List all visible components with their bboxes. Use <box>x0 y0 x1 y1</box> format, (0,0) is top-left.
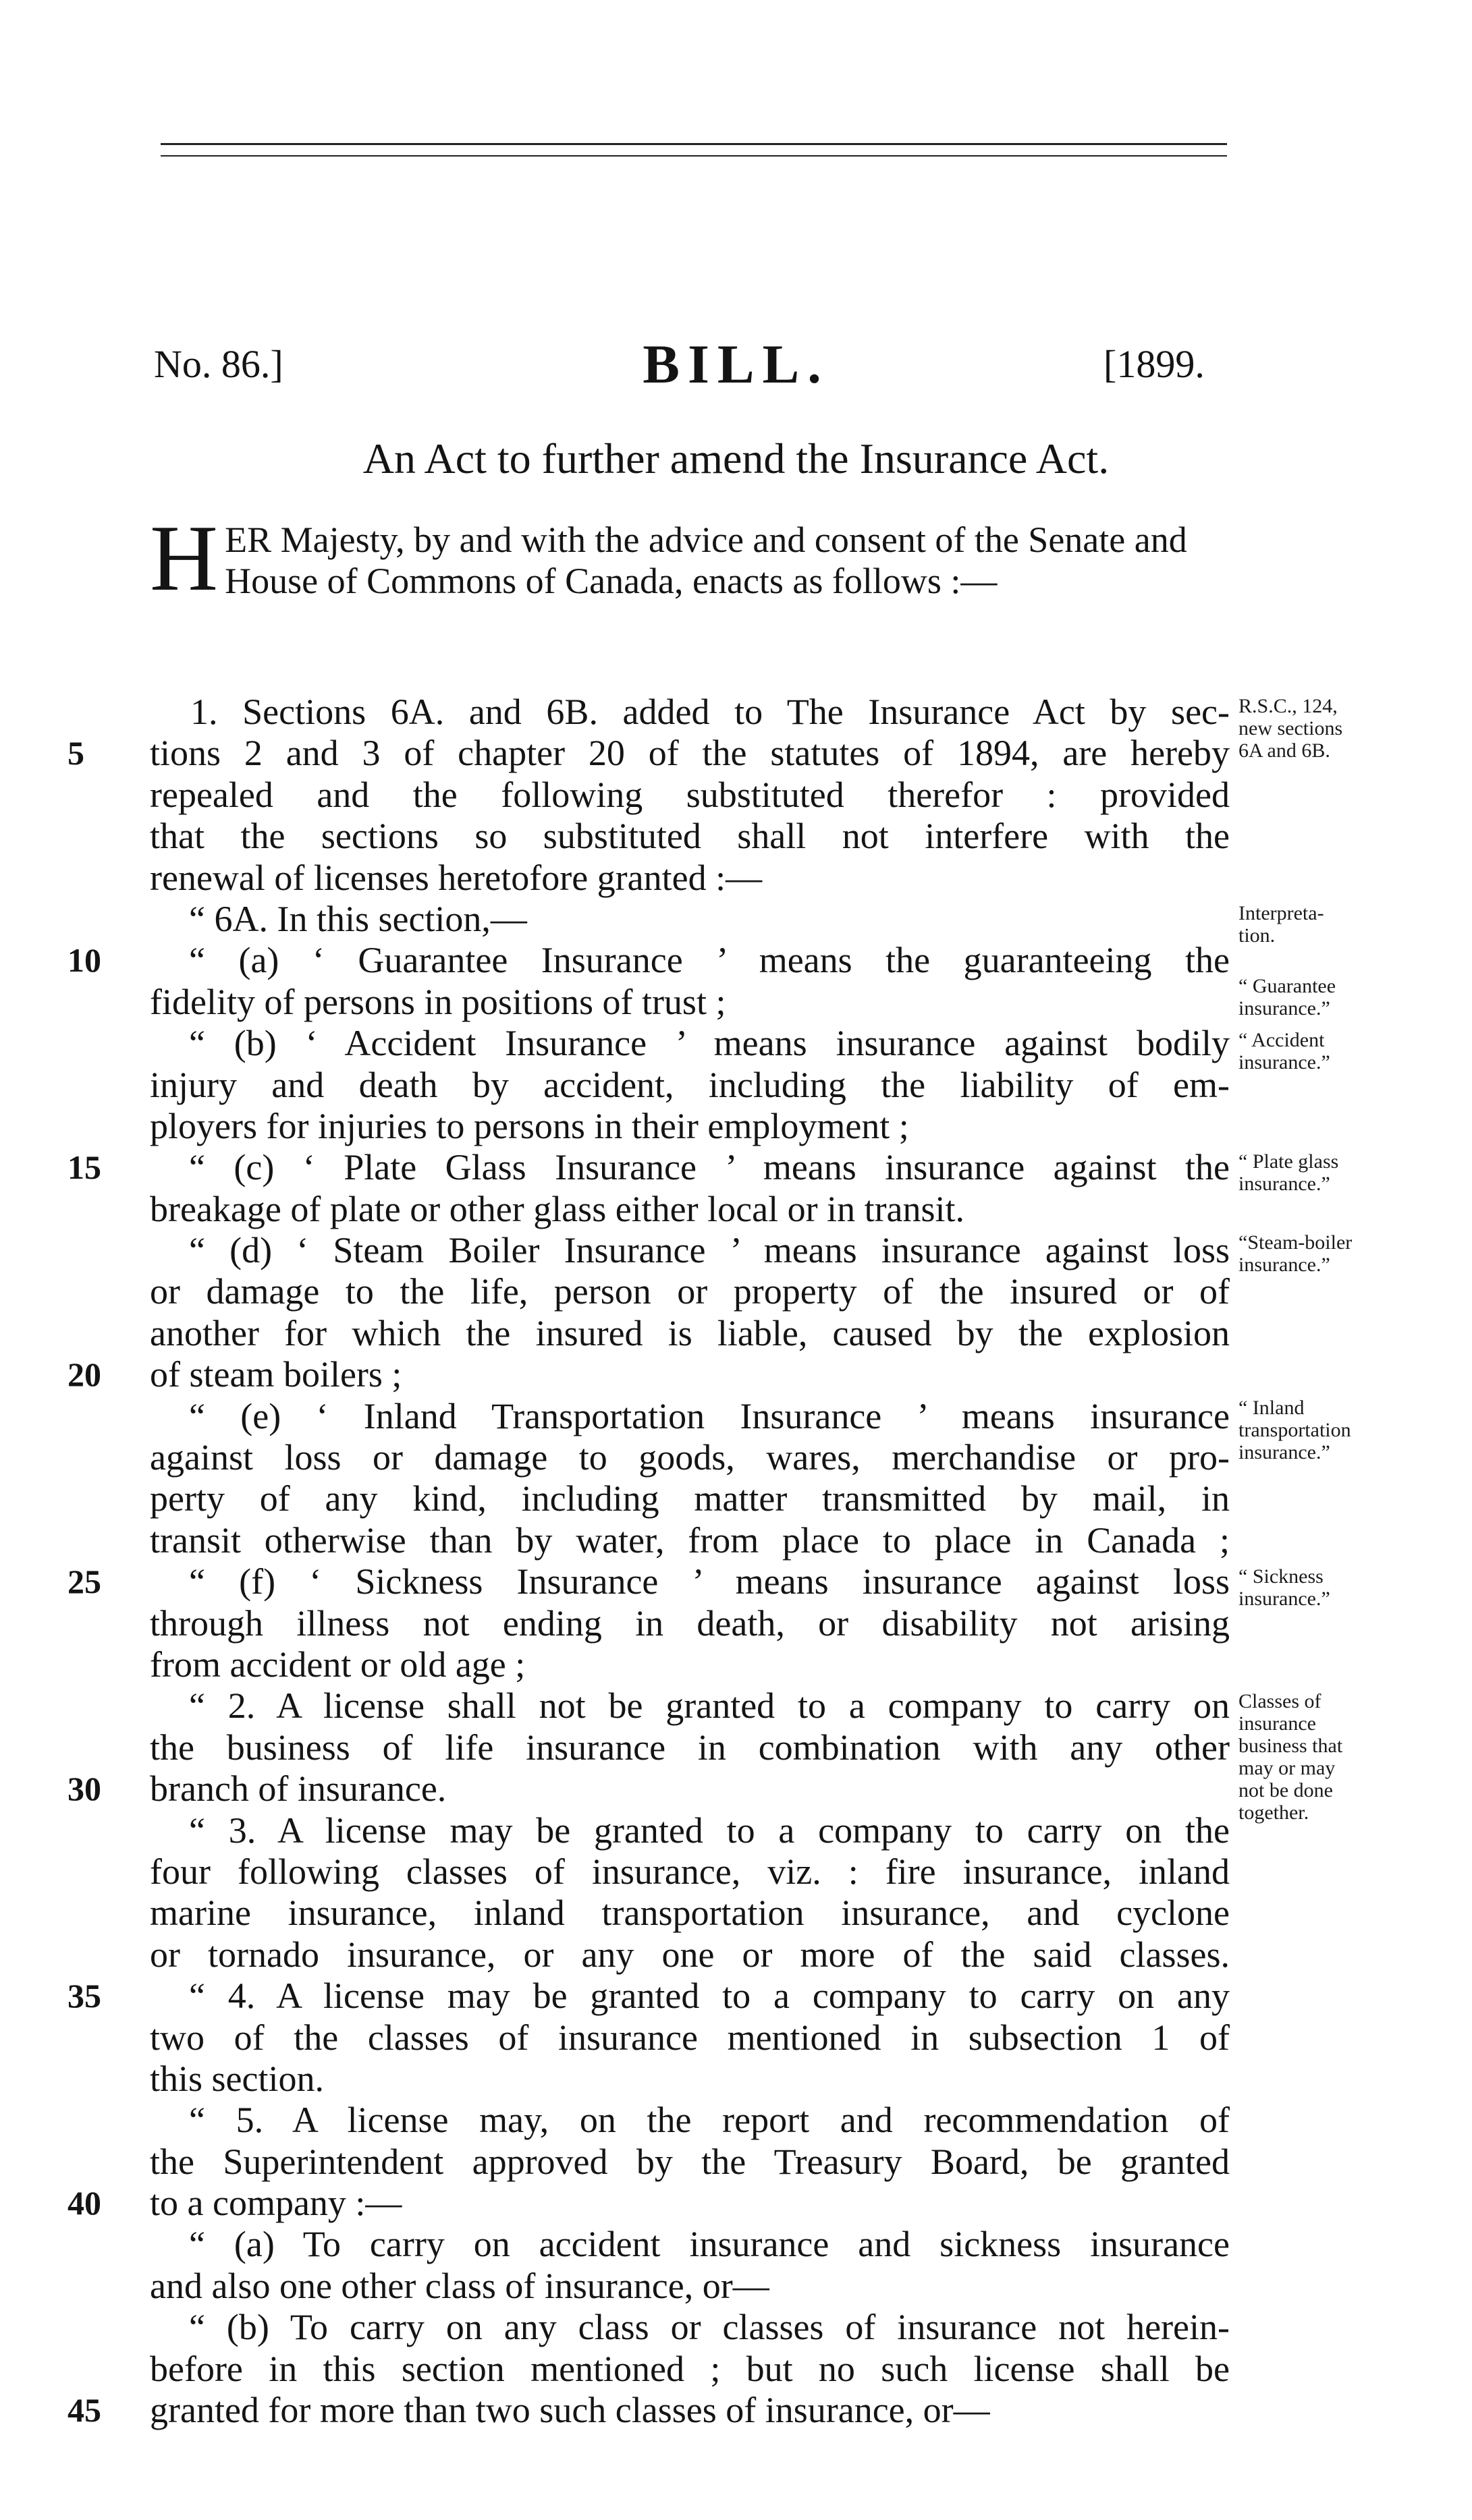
margin-note: “ Guarantee insurance.” <box>1238 975 1336 1019</box>
drop-cap: H <box>150 506 219 611</box>
body-line: against loss or damage to goods, wares, merchandise or pro- <box>150 1437 1230 1478</box>
body-line: this section. <box>150 2058 324 2099</box>
margin-note: R.S.C., 124, new sections 6A and 6B. <box>1238 695 1343 762</box>
body-line: “ 4. A license may be granted to a company to carry on any <box>189 1976 1230 2017</box>
body-line: the Superintendent approved by the Treasury Board, be granted <box>150 2141 1230 2182</box>
body-line: or damage to the life, person or property of the insured or of <box>150 1271 1230 1312</box>
body-line: “ (a) To carry on accident insurance and sickness insurance <box>189 2224 1230 2265</box>
body-line: that the sections so substituted shall not interfere with the <box>150 816 1230 857</box>
body-line: two of the classes of insurance mentioned in subsection 1 of <box>150 2017 1230 2058</box>
body-line: “ (b) To carry on any class or classes of insurance not herein- <box>189 2307 1230 2348</box>
body-line: ployers for injuries to persons in their employment ; <box>150 1105 909 1146</box>
line-number: 10 <box>67 941 101 979</box>
line-number: 15 <box>67 1148 101 1186</box>
line-number: 25 <box>67 1563 101 1600</box>
line-number: 35 <box>67 1977 101 2015</box>
margin-note: “ Sickness insurance.” <box>1238 1565 1330 1610</box>
body-line: through illness not ending in death, or disability not arising <box>150 1602 1230 1644</box>
body-line: “ (a) ‘ Guarantee Insurance ’ means the guaranteeing the <box>189 940 1230 981</box>
bill-year: [1899. <box>1103 342 1205 386</box>
preamble <box>150 506 1228 611</box>
margin-note: “ Plate glass insurance.” <box>1238 1150 1339 1195</box>
body-line: of steam boilers ; <box>150 1354 402 1395</box>
body-line: and also one other class of insurance, or— <box>150 2265 769 2306</box>
body-line: “ (d) ‘ Steam Boiler Insurance ’ means insurance against loss <box>189 1230 1230 1271</box>
body-line: another for which the insured is liable, caused by the explosion <box>150 1312 1230 1353</box>
body-line: transit otherwise than by water, from place to place in Canada ; <box>150 1519 1230 1561</box>
margin-note: Interpreta- tion. <box>1238 902 1324 947</box>
body-line: injury and death by accident, including the liability of em- <box>150 1064 1230 1105</box>
line-number: 45 <box>67 2391 101 2429</box>
act-title: An Act to further amend the Insurance Act. <box>362 435 1110 482</box>
line-number: 20 <box>67 1355 101 1393</box>
margin-note: “Steam-boiler insurance.” <box>1238 1231 1353 1276</box>
line-number: 30 <box>67 1770 101 1808</box>
body-line: from accident or old age ; <box>150 1644 526 1685</box>
bill-heading: BILL. <box>643 333 829 395</box>
body-line: granted for more than two such classes of insurance, or— <box>150 2390 990 2431</box>
body-line: to a company :— <box>150 2183 402 2224</box>
body-line: or tornado insurance, or any one or more of the said classes. <box>150 1934 1230 1975</box>
body-line: “ 5. A license may, on the report and recommendation of <box>189 2100 1230 2141</box>
body-line: “ 3. A license may be granted to a company to carry on the <box>189 1810 1230 1851</box>
body-line: fidelity of persons in positions of trust ; <box>150 981 726 1022</box>
body-line: “ 2. A license shall not be granted to a company to carry on <box>189 1685 1230 1727</box>
body-line: repealed and the following substituted therefor : provided <box>150 774 1230 815</box>
top-rule <box>161 143 1227 145</box>
margin-note: “ Accident insurance.” <box>1238 1029 1330 1073</box>
body-line: marine insurance, inland transportation insurance, and cyclone <box>150 1893 1230 1934</box>
body-line: “ (f) ‘ Sickness Insurance ’ means insurance against loss <box>189 1561 1230 1602</box>
line-number: 5 <box>67 734 84 772</box>
body-line: four following classes of insurance, viz. : fire insurance, inland <box>150 1851 1230 1892</box>
preamble-text: ER Majesty, by and with the advice and consent of the Senate and House of Commons of Canada, enacts as follows :— <box>225 520 1187 601</box>
body-line: renewal of licenses heretofore granted :— <box>150 857 763 898</box>
line-number: 40 <box>67 2184 101 2222</box>
margin-note: “ Inland transportation insurance.” <box>1238 1397 1351 1463</box>
bill-body <box>150 692 1230 2431</box>
body-line: “ 6A. In this section,— <box>189 898 527 939</box>
top-rule-thin <box>161 155 1227 157</box>
body-line: 1. Sections 6A. and 6B. added to The Insurance Act by sec- <box>190 692 1230 732</box>
body-line: the business of life insurance in combination with any other <box>150 1727 1230 1768</box>
bill-number: No. 86.] <box>154 342 283 386</box>
margin-note: Classes of insurance business that may or may not be done together. <box>1238 1690 1343 1824</box>
body-line: tions 2 and 3 of chapter 20 of the statutes of 1894, are hereby <box>150 733 1230 774</box>
body-line: “ (e) ‘ Inland Transportation Insurance ’ means insurance <box>189 1395 1230 1436</box>
body-line: breakage of plate or other glass either local or in transit. <box>150 1188 965 1229</box>
body-line: “ (b) ‘ Accident Insurance ’ means insurance against bodily <box>189 1023 1230 1064</box>
body-line: “ (c) ‘ Plate Glass Insurance ’ means insurance against the <box>189 1147 1230 1188</box>
body-line: before in this section mentioned ; but no such license shall be <box>150 2348 1230 2389</box>
body-line: branch of insurance. <box>150 1768 447 1810</box>
body-line: perty of any kind, including matter transmitted by mail, in <box>150 1478 1230 1519</box>
